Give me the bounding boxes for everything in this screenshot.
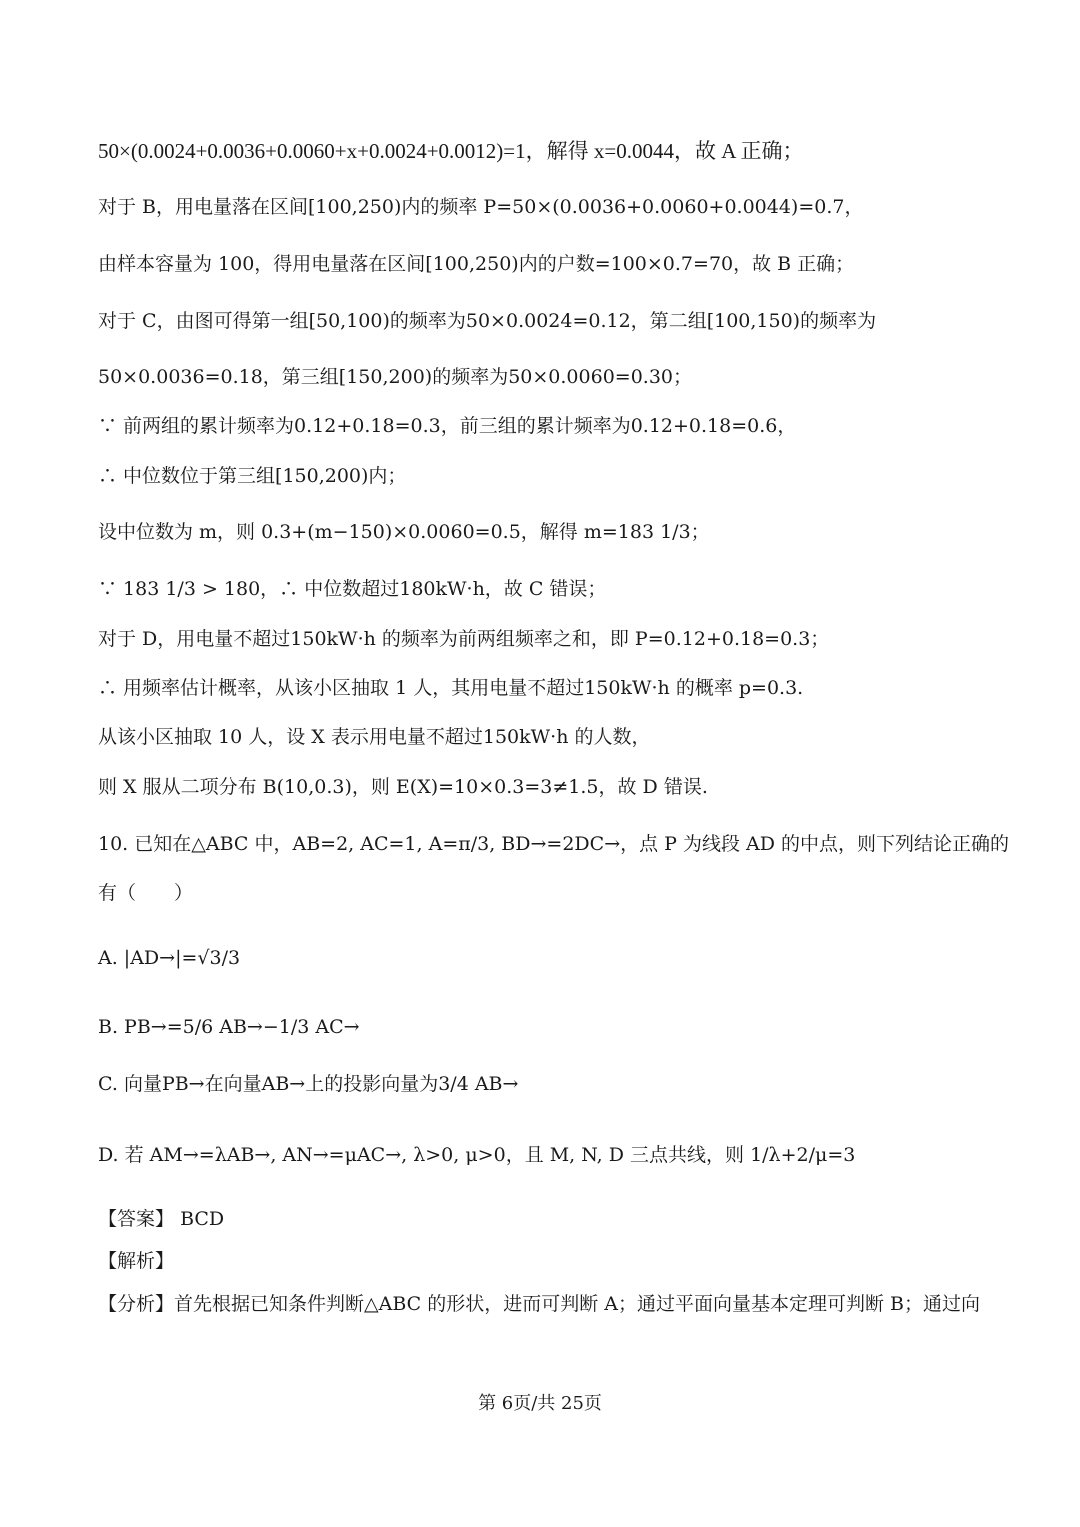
page-footer: 第 6页/共 25页 — [478, 1393, 602, 1414]
text-line-11: ∴ 用频率估计概率，从该小区抽取 1 人，其用电量不超过150kW·h 的概率 p=0.3. — [98, 677, 804, 699]
answer-tag: 【答案】 — [98, 1208, 175, 1230]
question-stem: 10. 已知在△ABC 中，AB=2, AC=1, A=π/3, BD→=2DC→，点 P 为线段 AD 的中点，则下列结论正确的 — [98, 833, 1010, 855]
option-b: B. PB→=5/6 AB→−1/3 AC→ — [98, 1016, 360, 1038]
question-stem-continued: 有（ ） — [98, 882, 194, 904]
text-line-3: 由样本容量为 100，得用电量落在区间[100,250)内的户数=100×0.7=70，故 B 正确； — [98, 253, 855, 275]
text-line-6: ∵ 前两组的累计频率为0.12+0.18=0.3，前三组的累计频率为0.12+0.18=0.6， — [98, 415, 797, 437]
text-line-12: 从该小区抽取 10 人，设 X 表示用电量不超过150kW·h 的人数， — [98, 726, 651, 748]
option-c: C. 向量PB→在向量AB→上的投影向量为3/4 AB→ — [98, 1073, 519, 1095]
text-line-5: 50×0.0036=0.18，第三组[150,200)的频率为50×0.0060=0.30； — [98, 366, 693, 388]
answer-value: BCD — [180, 1208, 225, 1230]
fenxi-text: 首先根据已知条件判断△ABC 的形状，进而可判断 A；通过平面向量基本定理可判断 B；通过向 — [174, 1293, 981, 1315]
text-line-10: 对于 D，用电量不超过150kW·h 的频率为前两组频率之和，即 P=0.12+0.18=0.3； — [98, 628, 830, 650]
text-line-13: 则 X 服从二项分布 B(10,0.3)，则 E(X)=10×0.3=3≠1.5，故 D 错误. — [98, 776, 708, 798]
option-d: D. 若 AM→=λAB→, AN→=μAC→, λ>0, μ>0，且 M, N, D 三点共线，则 1/λ+2/μ=3 — [98, 1144, 856, 1166]
fenxi-line — [98, 1289, 980, 1319]
fenxi-tag: 【分析】 — [98, 1293, 175, 1315]
option-a: A. |AD→|=√3/3 — [98, 947, 241, 969]
analysis-heading: 【解析】 — [98, 1250, 175, 1272]
text-line-9: ∵ 183 1/3 > 180，∴ 中位数超过180kW·h，故 C 错误； — [98, 578, 607, 600]
text-line-4: 对于 C，由图可得第一组[50,100)的频率为50×0.0024=0.12，第二组[100,150)的频率为 — [98, 310, 877, 332]
text-line-8: 设中位数为 m，则 0.3+(m−150)×0.0060=0.5，解得 m=183 1/3； — [98, 521, 710, 543]
text-line-1: 50×(0.0024+0.0036+0.0060+x+0.0024+0.0012)=1，解得 x=0.0044，故 A 正确； — [98, 139, 804, 163]
text-line-7: ∴ 中位数位于第三组[150,200)内； — [98, 465, 407, 487]
answer-line — [98, 1204, 224, 1234]
text-line-2: 对于 B，用电量落在区间[100,250)内的频率 P=50×(0.0036+0.0060+0.0044)=0.7， — [98, 196, 864, 218]
